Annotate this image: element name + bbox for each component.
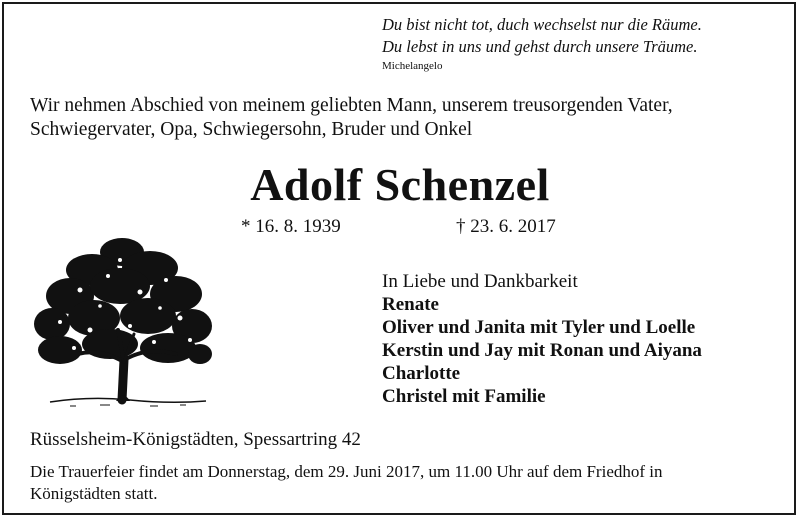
address: Rüsselsheim-Königstädten, Spessartring 42: [30, 429, 361, 450]
birth-date: * 16. 8. 1939: [241, 216, 341, 237]
funeral-line-2: Königstädten statt.: [30, 484, 158, 503]
mourner-name: Kerstin und Jay mit Ronan und Aiyana: [382, 340, 702, 361]
mourner-name: Oliver und Janita mit Tyler und Loelle: [382, 317, 696, 338]
quote: [382, 14, 782, 58]
funeral-line-1: Die Trauerfeier findet am Donnerstag, dem 29. Juni 2017, um 11.00 Uhr auf dem Friedhof in: [30, 462, 663, 481]
funeral-notice: [30, 461, 780, 505]
death-date: † 23. 6. 2017: [456, 216, 556, 237]
quote-author: Michelangelo: [382, 60, 443, 72]
mourners-list: [382, 270, 782, 408]
intro-line-2: Schwiegervater, Opa, Schwiegersohn, Bruder und Onkel: [30, 119, 473, 140]
intro-line-1: Wir nehmen Abschied von meinem geliebten Mann, unserem treusorgenden Vater,: [30, 95, 673, 116]
intro-text: [30, 94, 780, 142]
mourner-name: Renate: [382, 294, 439, 315]
quote-line-1: Du bist nicht tot, duch wechselst nur die Räume.: [382, 15, 702, 34]
mourner-name: Charlotte: [382, 363, 461, 384]
tree-icon: [30, 230, 216, 410]
mourners-heading: In Liebe und Dankbarkeit: [382, 271, 578, 292]
mourner-name: Christel mit Familie: [382, 386, 546, 407]
deceased-name: Adolf Schenzel: [250, 159, 550, 210]
quote-line-2: Du lebst in uns und gehst durch unsere Träume.: [382, 37, 698, 56]
